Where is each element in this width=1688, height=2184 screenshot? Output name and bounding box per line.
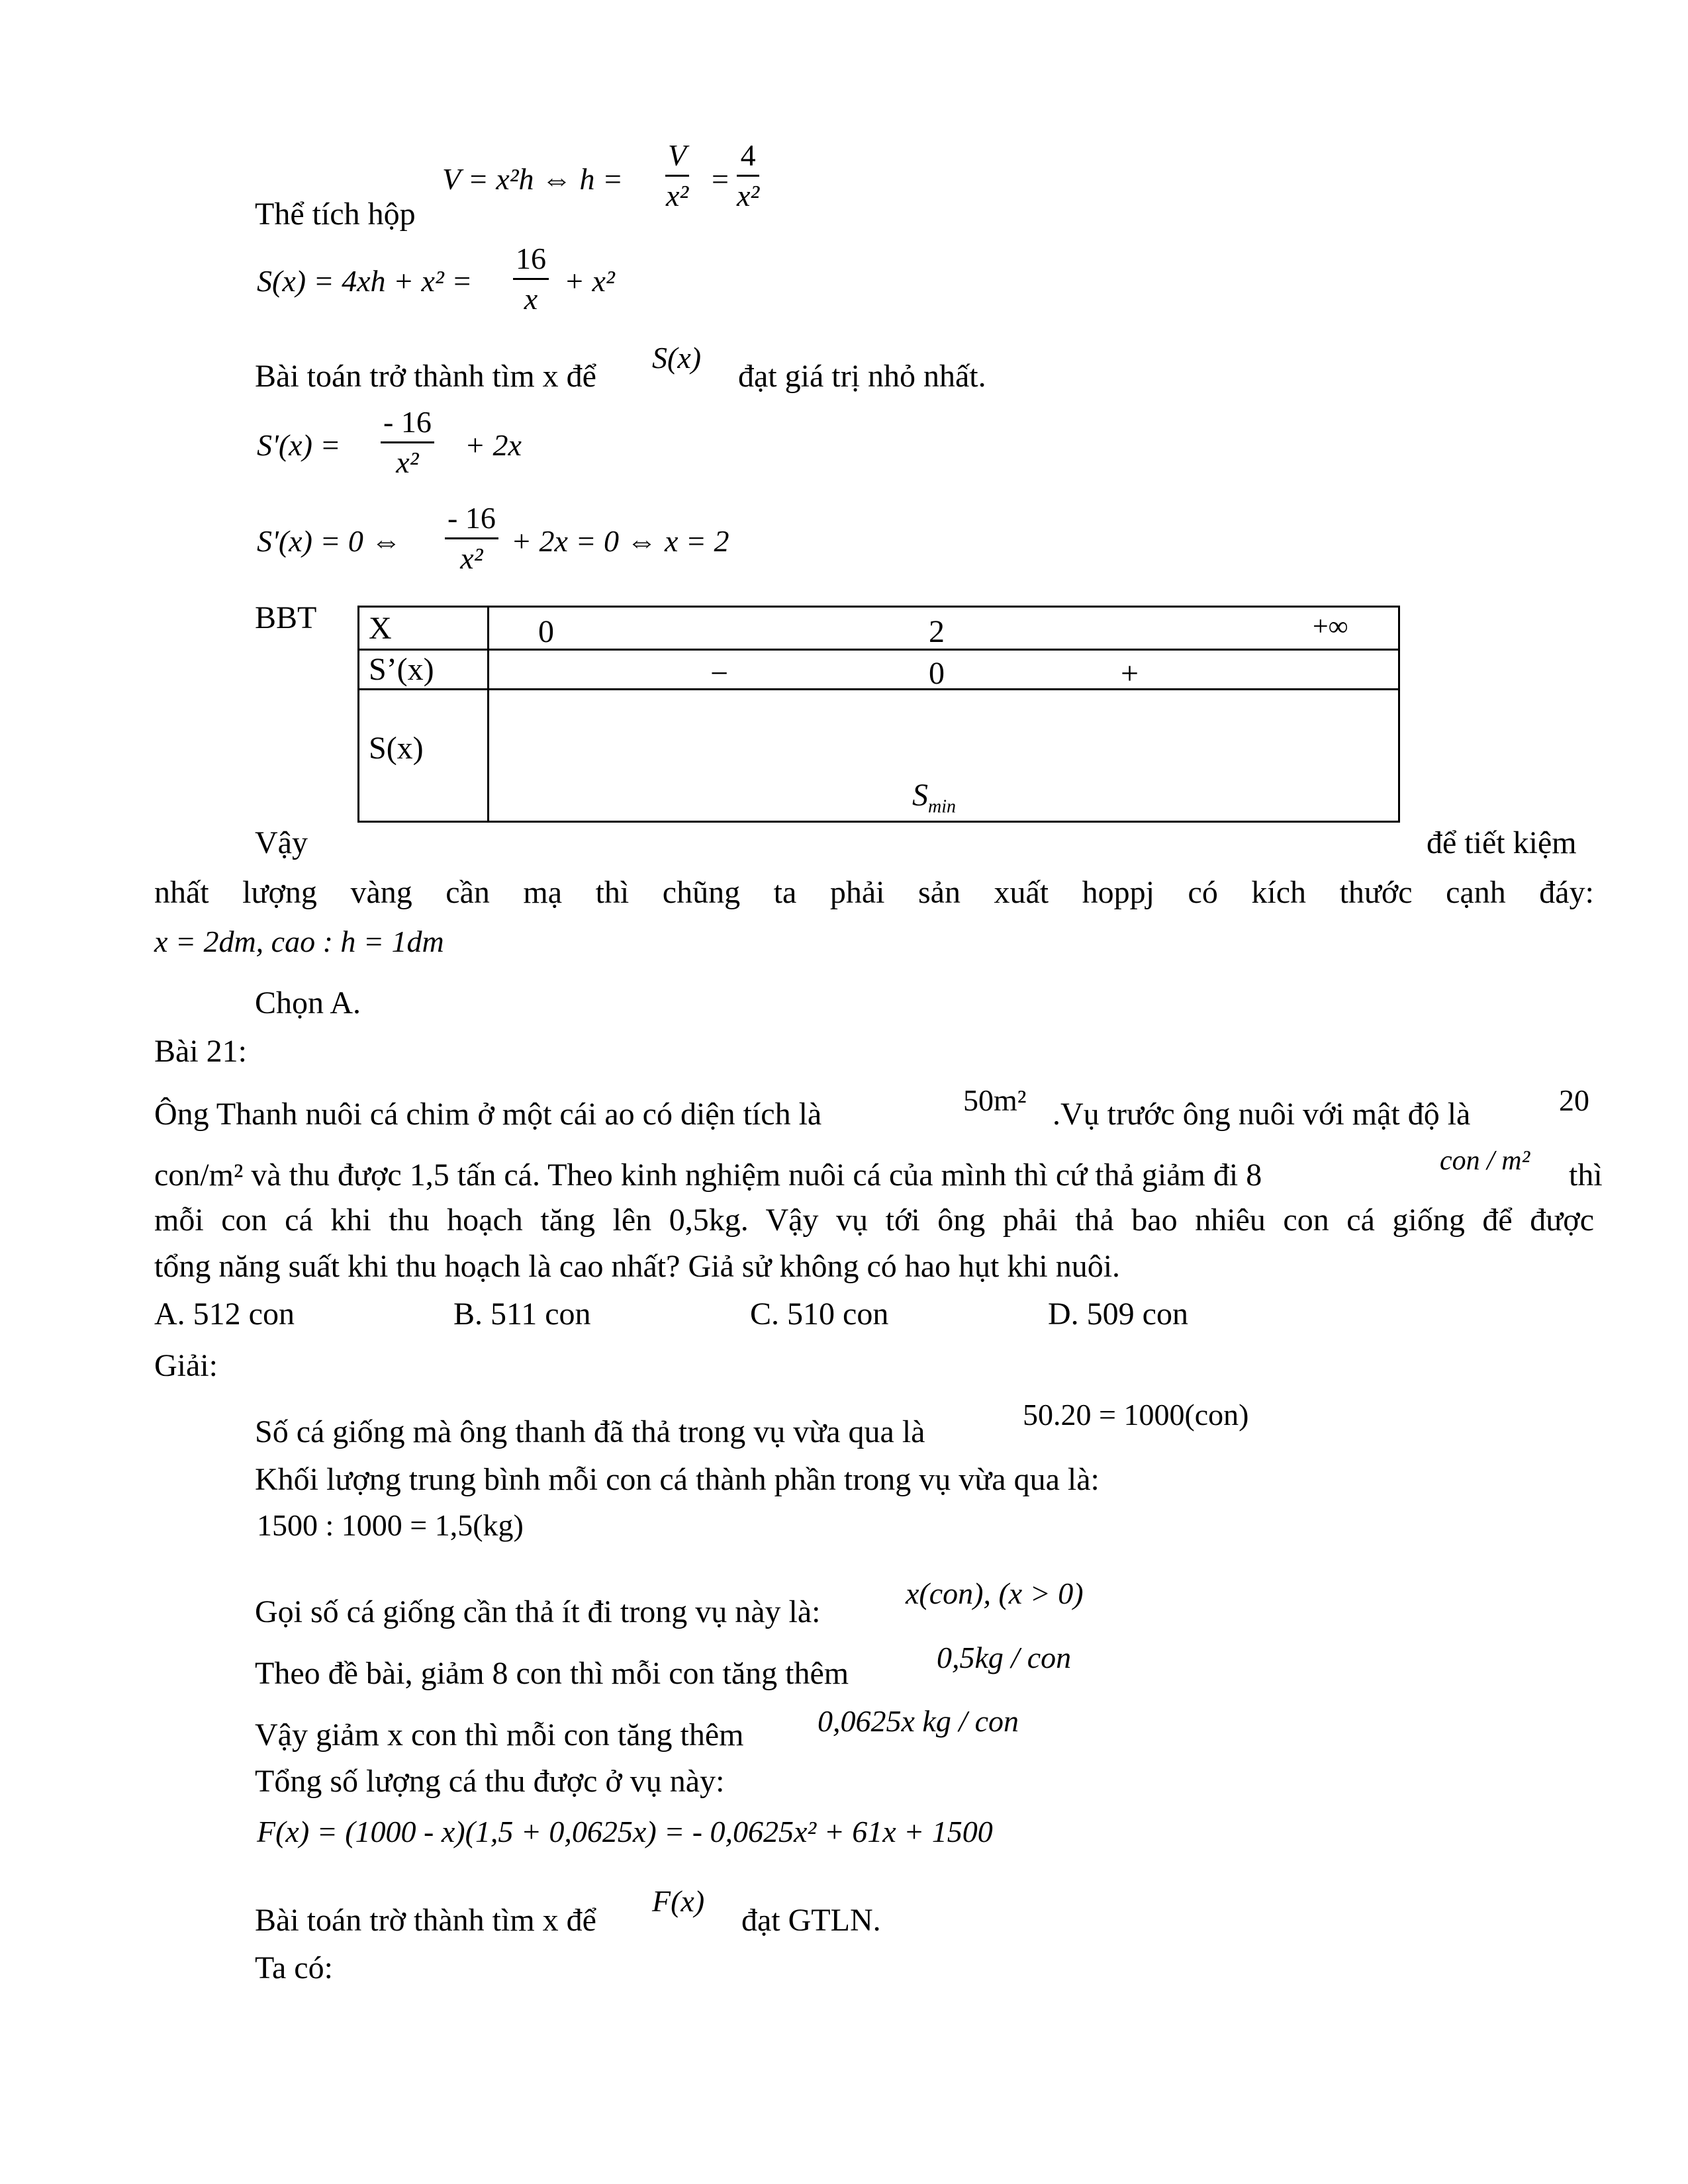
solution-step3-math: 1500 : 1000 = 1,5(kg) [257, 1508, 524, 1542]
s-min-subscript: min [928, 796, 956, 817]
derivative-zero-tail: + 2x = 0 ⇔ x = 2 [511, 524, 729, 558]
x-value-0: 0 [538, 614, 554, 649]
problem-line1-mid: .Vụ trước ông nuôi với mật độ là [1053, 1097, 1471, 1132]
solution-step5: Theo đề bài, giảm 8 con thì mỗi con tăng thêm [255, 1656, 849, 1691]
solution-step1-math: 50.20 = 1000(con) [1023, 1398, 1249, 1432]
conclusion-word: vàng [350, 875, 412, 910]
problem-line3: mỗi con cá khi thu hoạch tăng lên 0,5kg. Vậy vụ tới ông phải thả bao nhiêu con cá giống để được [154, 1203, 1594, 1238]
solution-step4-math: x(con), (x > 0) [906, 1576, 1084, 1610]
x-value-infinity: +∞ [1313, 612, 1348, 642]
problem-line1: Ông Thanh nuôi cá chim ở một cái ao có diện tích là [154, 1097, 822, 1132]
fraction-numerator: V [665, 140, 689, 177]
solution-step4: Gọi số cá giống cần thả ít đi trong vụ này là: [255, 1594, 821, 1629]
conclusion-line2 [154, 877, 1594, 909]
fraction-numerator: - 16 [445, 503, 498, 539]
fraction-numerator: 16 [513, 244, 549, 280]
solution-step6: Vậy giảm x con thì mỗi con tăng thêm [255, 1717, 744, 1752]
fraction-denominator: x² [396, 445, 419, 479]
volume-equation: V = x²h ⇔ h = [442, 162, 624, 196]
x-value-2: 2 [929, 614, 945, 649]
conclusion-vay: Vậy [255, 825, 308, 860]
option-b: B. 511 con [453, 1297, 591, 1332]
derivative-tail: + 2x [465, 428, 522, 462]
pond-area: 50m² [963, 1083, 1027, 1117]
bbt-label: BBT [255, 600, 317, 635]
solution-label: Giải: [154, 1348, 218, 1383]
problem-statement: Bài toán trở thành tìm x để [255, 359, 596, 394]
solution-step2: Khối lượng trung bình mỗi con cá thành phần trong vụ vừa qua là: [255, 1462, 1100, 1497]
table-row [359, 690, 1399, 822]
table-row [359, 607, 1399, 650]
fraction-denominator: x² [460, 541, 483, 575]
conclusion-word: thước [1339, 875, 1413, 910]
surface-equation: S(x) = 4xh + x² = [257, 264, 473, 298]
table-cell [489, 650, 1399, 690]
conclusion-word: thì [595, 875, 630, 910]
density-value: 20 [1559, 1083, 1589, 1117]
conclusion-word: xuất [994, 875, 1049, 910]
conclusion-word: nhất [154, 875, 209, 910]
fraction-minus16-over-x2 [381, 407, 434, 478]
conclusion-word: có [1188, 875, 1218, 910]
density-unit: con / m² [1440, 1146, 1530, 1176]
problem-line2-tail: thì [1569, 1158, 1603, 1193]
variation-table [357, 606, 1400, 823]
fraction-numerator: 4 [737, 140, 759, 177]
table-head-cell: X [359, 607, 489, 650]
fx-symbol: F(x) [652, 1884, 705, 1918]
problem-line4: tổng năng suất khi thu hoạch là cao nhất? Giả sử không có hao hụt khi nuôi. [154, 1249, 1121, 1284]
conclusion-word: chũng [662, 875, 741, 910]
s-min-label [912, 777, 956, 818]
derivative-equation: S'(x) = [257, 428, 341, 462]
volume-label: Thể tích hộp [255, 197, 416, 232]
conclusion-word: phải [829, 875, 885, 910]
solution-step9-tail: đạt GTLN. [741, 1903, 881, 1938]
fraction-4-over-x2 [737, 140, 759, 211]
fraction-denominator: x² [665, 179, 689, 212]
choose-answer: Chọn A. [255, 985, 361, 1021]
option-c: C. 510 con [750, 1297, 889, 1332]
fraction-v-over-x2 [665, 140, 689, 211]
conclusion-word: mạ [523, 875, 563, 910]
sx-symbol: S(x) [652, 341, 702, 375]
solution-step7: Tổng số lượng cá thu được ở vụ này: [255, 1764, 725, 1799]
fraction-16-over-x [513, 244, 549, 314]
table-head-cell: S(x) [359, 690, 489, 822]
table-head-cell: S’(x) [359, 650, 489, 690]
table-cell [489, 607, 1399, 650]
conclusion-tail: để tiết kiệm [1427, 825, 1577, 860]
table-cell [489, 690, 1399, 822]
solution-step9: Bài toán trờ thành tìm x để [255, 1903, 596, 1938]
conclusion-word: ta [773, 875, 797, 910]
fraction-minus16-over-x2-b [445, 503, 498, 574]
conclusion-word: lượng [242, 875, 317, 910]
s-min-symbol: S [912, 777, 928, 813]
derivative-zero-equation: S'(x) = 0 ⇔ [257, 524, 402, 558]
conclusion-word: cạnh [1446, 875, 1506, 910]
solution-step1: Số cá giống mà ông thanh đã thả trong vụ vừa qua là [255, 1414, 925, 1449]
surface-equation-tail: + x² [564, 264, 615, 298]
equals-sign: = [712, 162, 729, 196]
problem-line2: con/m² và thu được 1,5 tấn cá. Theo kinh nghiệm nuôi cá của mình thì cứ thả giảm đi 8 [154, 1158, 1262, 1193]
fraction-numerator: - 16 [381, 407, 434, 443]
solution-step6-math: 0,0625x kg / con [818, 1704, 1019, 1738]
conclusion-word: hoppj [1082, 875, 1155, 910]
sign-minus: − [710, 655, 729, 691]
conclusion-word: sản [917, 875, 961, 910]
table-row [359, 650, 1399, 690]
option-a: A. 512 con [154, 1297, 295, 1332]
sign-plus: + [1121, 655, 1139, 691]
solution-step10: Ta có: [255, 1950, 333, 1985]
fraction-denominator: x [524, 282, 538, 316]
derivative-zero: 0 [929, 655, 945, 691]
solution-step8-math: F(x) = (1000 - x)(1,5 + 0,0625x) = - 0,0625x² + 61x + 1500 [257, 1815, 993, 1848]
conclusion-word: kích [1251, 875, 1307, 910]
option-d: D. 509 con [1048, 1297, 1188, 1332]
conclusion-word: cần [445, 875, 490, 910]
solution-step5-math: 0,5kg / con [937, 1641, 1072, 1674]
fraction-denominator: x² [737, 179, 760, 212]
problem-statement-tail: đạt giá trị nhỏ nhất. [738, 359, 986, 394]
conclusion-word: đáy: [1539, 875, 1594, 910]
conclusion-dimensions: x = 2dm, cao : h = 1dm [154, 925, 444, 958]
problem-title: Bài 21: [154, 1034, 247, 1069]
